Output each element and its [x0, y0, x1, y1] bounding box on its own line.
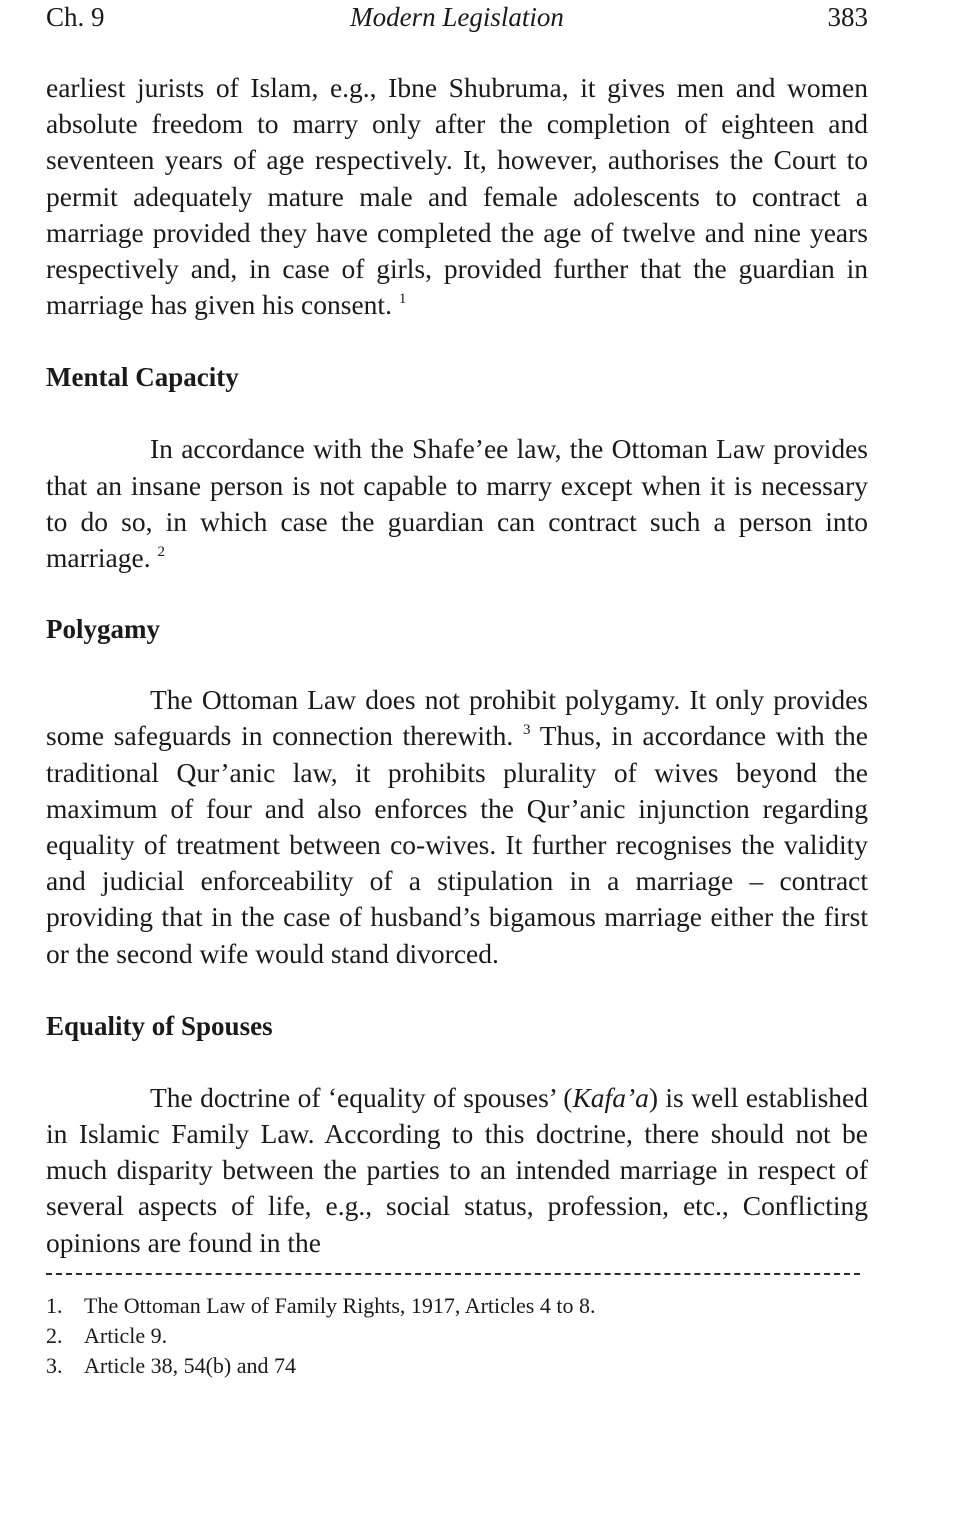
paragraph-text: earliest jurists of Islam, e.g., Ibne Shubruma, it gives men and women absolute freedom to marry only after the completion of eighteen and seventeen years of age respectively. It, however, authorises the Court to permit adequately mature male and female adolescents to contract a marriage provided they have completed the age of twelve and nine years respectively and, in case of girls, provided further that the guardian in marriage has given his consent.: [46, 72, 868, 321]
paragraph-text: ) is well established in Islamic Family Law. According to this doctrine, there should not be much disparity between the parties to an intended marriage in respect of several aspects of life, e.g., social status, profession, etc., Conflicting opinions are found in the: [46, 1081, 869, 1258]
footnote-ref-1[interactable]: 1: [398, 291, 407, 308]
paragraph-text: In accordance with the Shafe’ee law, the Ottoman Law provides that an insane person is not capable to marry except when it is necessary to do so, in which case the guardian can contract such a person into marriage.: [46, 433, 868, 574]
paragraph-text: Thus, in accordance with the traditional Qur’anic law, it prohibits plurality of wives beyond the maximum of four and also enforces the Qur’anic injunction regarding equality of treatment between co-wives. It further recognises the validity and judicial enforceability of a stipulation in a marriage – contract providing that in the case of husband’s bigamous marriage either the first or the second wife would stand divorced.: [46, 720, 868, 969]
footnote-text: Article 38, 54(b) and 74: [84, 1352, 296, 1378]
paragraph-mental-capacity: [46, 431, 868, 576]
paragraph-text: The doctrine of ‘equality of spouses’ (: [150, 1081, 573, 1113]
heading-polygamy: Polygamy: [46, 614, 160, 645]
running-title: Modern Legislation: [350, 2, 564, 32]
chapter-label: Ch. 9: [46, 2, 105, 32]
term-kafaa: Kafa’a: [572, 1081, 649, 1113]
footnote-separator: [46, 1273, 860, 1275]
footnote-ref-3[interactable]: 3: [523, 722, 531, 739]
footnote-number: 1.: [46, 1292, 63, 1318]
footnote-item: [46, 1291, 868, 1321]
footnote-item: [46, 1351, 868, 1381]
footnote-item: [46, 1321, 868, 1351]
running-head: [46, 0, 868, 34]
paragraph-text: The Ottoman Law does not prohibit polygamy. It only provides some safeguards in connection therewith.: [46, 684, 868, 752]
footnote-text: Article 9.: [84, 1322, 168, 1348]
footnote-number: 2.: [46, 1322, 63, 1348]
heading-equality-of-spouses: Equality of Spouses: [46, 1010, 273, 1041]
footnote-ref-2[interactable]: 2: [157, 544, 165, 561]
footnotes: [46, 1291, 868, 1381]
paragraph-intro: [46, 70, 868, 323]
page-number: 383: [827, 2, 868, 32]
heading-mental-capacity: Mental Capacity: [46, 362, 239, 393]
footnote-number: 3.: [46, 1352, 63, 1378]
paragraph-equality-of-spouses: [46, 1080, 868, 1261]
footnote-text: The Ottoman Law of Family Rights, 1917, Articles 4 to 8.: [84, 1292, 596, 1318]
page: [46, 0, 868, 1381]
paragraph-polygamy: [46, 682, 868, 972]
